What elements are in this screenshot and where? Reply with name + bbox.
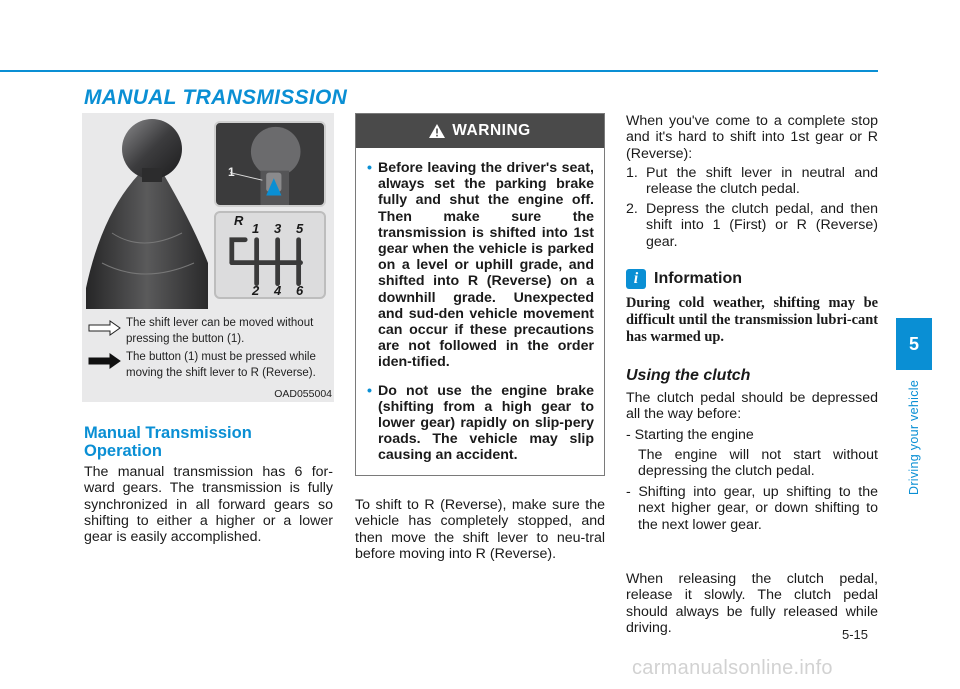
stop-shift-intro: When you've come to a complete stop and it's hard to shift into 1st gear or R (Reverse): — [626, 113, 878, 162]
figure-code: OAD055004 — [274, 388, 332, 400]
shift-pattern-illustration — [214, 211, 326, 299]
bullet-icon: • — [367, 382, 372, 399]
outline-arrow-icon — [88, 320, 122, 336]
gear-label-2: 2 — [252, 283, 260, 298]
transmission-paragraph: The manual transmission has 6 for-ward gears. The transmission is fully synchronized in all forward gears so shifting to either a higher or a lower gear is easily accomplished. — [84, 464, 333, 546]
caption-with-button: The button (1) must be pressed while moving the shift lever to R (Reverse). — [126, 351, 316, 379]
warning-header — [356, 114, 604, 148]
watermark: carmanualsonline.info — [632, 657, 833, 679]
section-title: MANUAL TRANSMISSION — [84, 86, 348, 109]
manual-transmission-heading: Manual Transmission Operation — [84, 424, 252, 460]
step-text: Put the shift lever in neutral and release the clutch pedal. — [646, 165, 878, 198]
warning-list — [356, 148, 604, 464]
gear-label-5: 5 — [296, 221, 304, 236]
clutch-list-item — [626, 427, 878, 443]
caption-no-button: The shift lever can be moved without pressing the button (1). — [126, 317, 314, 345]
information-text: During cold weather, shifting may be difficult until the transmission lubri-cant has warmed up. — [626, 295, 878, 345]
warning-item-text: Before leaving the driver's seat, always set the parking brake fully and shut the engine off. Then make sure the transmission is shifted into 1st gear when the vehicle is parked on a level or uphill grade, and shifted into R (Reverse) on a downhill grade. Unexpected and sud-den vehicle movement can occur if these precautions are not followed in the order iden-tified. — [378, 160, 594, 371]
shift-lever-figure — [82, 113, 334, 402]
release-button-illustration — [214, 121, 326, 207]
gear-label-1: 1 — [252, 221, 260, 236]
information-header — [626, 269, 742, 289]
gear-label-6: 6 — [296, 283, 304, 298]
gear-label-4: 4 — [274, 283, 282, 298]
callout-number: 1 — [228, 165, 235, 179]
step-number: 1. — [626, 165, 638, 181]
step-text: Depress the clutch pedal, and then shift into 1 (First) or R (Reverse) gear. — [646, 201, 878, 250]
clutch-intro: The clutch pedal should be depressed all the way before: — [626, 390, 878, 423]
clutch-item-subtext: The engine will not start without depressing the clutch pedal. — [638, 447, 878, 480]
page-number: 5-15 — [842, 627, 869, 642]
step-item — [626, 165, 878, 198]
gear-label-3: 3 — [274, 221, 282, 236]
warning-item — [367, 383, 594, 464]
gear-label-reverse: R — [234, 213, 244, 228]
clutch-item-text: - Starting the engine — [626, 427, 754, 443]
chapter-tab[interactable]: 5 — [896, 318, 932, 370]
clutch-list-item — [626, 484, 878, 533]
filled-arrow-icon — [88, 353, 122, 369]
bullet-icon: • — [367, 160, 372, 176]
step-number: 2. — [626, 201, 638, 217]
using-clutch-heading: Using the clutch — [626, 367, 751, 384]
warning-item — [367, 160, 594, 371]
warning-item-text: Do not use the engine brake (shifting from a high gear to lower gear) rapidly on slip-pery roads. The vehicle may slip causing an accident. — [378, 382, 594, 464]
warning-triangle-icon — [429, 124, 445, 138]
warning-title: WARNING — [452, 122, 531, 139]
chapter-label: Driving your vehicle — [907, 379, 921, 495]
gear-knob-illustration — [82, 113, 210, 309]
warning-box — [355, 113, 605, 476]
information-title: Information — [654, 270, 742, 287]
info-icon: i — [626, 269, 646, 289]
release-paragraph: When releasing the clutch pedal, release it slowly. The clutch pedal should always be fully released while driving. — [626, 571, 878, 636]
step-item — [626, 201, 878, 250]
clutch-item-text: - Shifting into gear, up shifting to the next higher gear, or down shifting to the next lower gear. — [626, 484, 878, 533]
top-rule — [0, 70, 878, 72]
reverse-paragraph: To shift to R (Reverse), make sure the vehicle has completely stopped, and then move the shift lever to neu-tral before moving into R (Reverse). — [355, 497, 605, 562]
